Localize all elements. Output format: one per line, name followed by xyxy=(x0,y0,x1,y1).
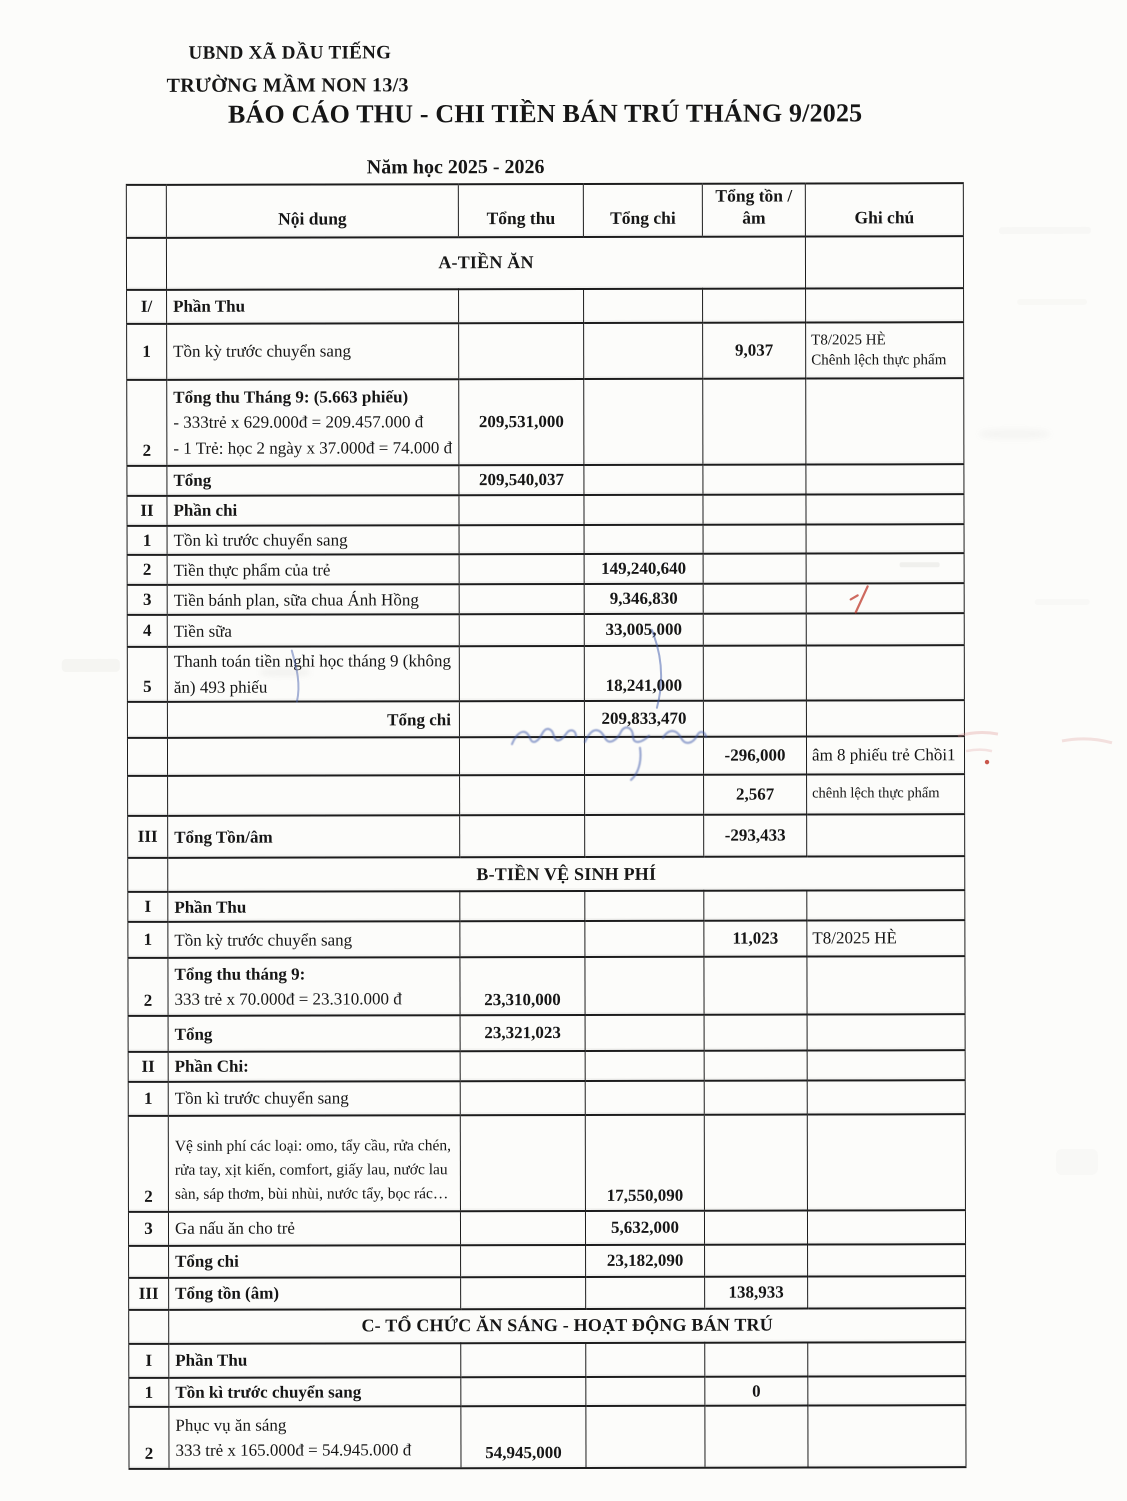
ton-cell xyxy=(703,524,806,554)
row-number: 2 xyxy=(144,1186,153,1206)
content-cell xyxy=(168,815,460,858)
content-cell xyxy=(167,554,459,585)
ton-cell xyxy=(703,614,806,646)
row-number-cell xyxy=(129,1407,169,1469)
thu-cell-value: 54,945,000 xyxy=(485,1443,562,1463)
report-table-wrapper xyxy=(126,182,967,1470)
ton-cell-value: 138,933 xyxy=(728,1282,784,1302)
thu-cell xyxy=(459,646,584,701)
thu-cell-value: 209,531,000 xyxy=(478,411,564,431)
note-line: T8/2025 HÈ xyxy=(812,928,897,948)
chi-cell xyxy=(584,646,703,701)
ton-cell-value: 9,037 xyxy=(735,340,774,360)
ton-cell xyxy=(703,322,806,378)
ton-cell xyxy=(705,1276,808,1308)
chi-cell xyxy=(584,524,703,554)
content-line: ăn) 493 phiếu xyxy=(173,677,268,697)
table-row xyxy=(127,524,964,555)
content-cell xyxy=(168,1051,460,1081)
content-line: Tổng thu tháng 9: xyxy=(174,964,306,984)
thu-cell xyxy=(459,701,584,737)
org-name-line2: TRƯỜNG MẦM NON 13/3 xyxy=(166,74,409,97)
row-number-cell xyxy=(128,922,168,958)
chi-cell xyxy=(586,1376,705,1406)
content-line: - 333trẻ x 629.000đ = 209.457.000 đ xyxy=(173,412,424,432)
row-number-cell xyxy=(127,615,167,647)
ton-cell xyxy=(705,1376,808,1406)
row-number-cell xyxy=(129,1344,169,1378)
row-number: 1 xyxy=(142,341,151,361)
school-year-subtitle: Năm học 2025 - 2026 xyxy=(366,156,545,179)
row-number: 2 xyxy=(142,560,152,580)
content-line: rửa tay, xịt kiến, comfort, giấy lau, nước lau xyxy=(174,1160,448,1179)
red-ink-specks xyxy=(958,732,1112,764)
note-cell xyxy=(806,645,964,700)
row-number: 2 xyxy=(142,440,152,460)
ton-cell xyxy=(704,775,807,815)
content-line: Vệ sinh phí các loại: omo, tẩy cầu, rửa chén, xyxy=(174,1136,451,1155)
section-title: B-TIỀN VỆ SINH PHÍ xyxy=(476,863,657,884)
ton-cell xyxy=(704,921,807,957)
thu-cell xyxy=(460,1051,585,1081)
chi-cell xyxy=(585,921,704,957)
row-number: 1 xyxy=(142,530,152,550)
content-line: sàn, sáp thơm, bùi nhùi, nước tẩy, bọc rác… xyxy=(174,1184,449,1203)
table-row xyxy=(128,1050,965,1081)
chi-cell-value: 17,550,090 xyxy=(606,1185,684,1205)
row-number-cell xyxy=(127,526,167,556)
thu-cell xyxy=(459,584,584,614)
chi-cell xyxy=(584,554,703,584)
table-row xyxy=(128,890,965,922)
col-header-tongton-am xyxy=(702,183,805,236)
chi-cell xyxy=(586,1406,705,1468)
table-row xyxy=(129,1342,966,1378)
table-row xyxy=(129,1276,966,1310)
thu-cell xyxy=(460,891,585,921)
col-header-ghichu: Ghi chú xyxy=(805,183,963,236)
content-cell xyxy=(167,584,459,615)
note-cell xyxy=(807,1114,965,1210)
content-cell xyxy=(167,465,459,496)
ton-cell xyxy=(704,891,807,921)
row-number: 1 xyxy=(144,1382,154,1402)
chi-cell xyxy=(585,891,704,921)
content-line: Tồn kì trước chuyển sang xyxy=(174,1088,349,1108)
row-number: II xyxy=(141,1056,155,1076)
note-line: Chênh lệch thực phẩm xyxy=(811,351,947,369)
ton-cell-value: 2,567 xyxy=(735,784,775,804)
ton-cell xyxy=(703,701,806,737)
chi-cell-value: 149,240,640 xyxy=(601,558,687,579)
col-header-tongton-line2: âm xyxy=(742,207,766,228)
ton-cell-value: 0 xyxy=(752,1381,761,1401)
content-cell xyxy=(169,1377,461,1407)
content-line: Tồn kì trước chuyển sang xyxy=(175,1382,362,1402)
col-header-tongton-line1: Tổng tồn / xyxy=(715,185,793,206)
row-number: 1 xyxy=(143,1088,153,1108)
chi-cell-value: 33,005,000 xyxy=(605,620,683,640)
chi-cell-value: 18,241,000 xyxy=(605,676,683,696)
content-cell xyxy=(168,775,460,816)
row-number-cell xyxy=(127,324,167,380)
note-cell xyxy=(807,890,965,920)
content-cell xyxy=(167,525,459,555)
note-line: âm 8 phiếu trẻ Chồi1 xyxy=(811,744,956,765)
content-cell xyxy=(168,1115,460,1212)
ton-cell-value: -293,433 xyxy=(724,825,786,845)
chi-cell xyxy=(586,1276,705,1308)
org-name-line1: UBND XÃ DẦU TIẾNG xyxy=(188,42,392,64)
content-line: Tổng chi xyxy=(175,1251,239,1271)
thu-cell xyxy=(460,1015,585,1051)
section-title-cell xyxy=(168,856,965,892)
chi-cell xyxy=(586,1342,705,1376)
content-line: - 1 Trẻ: học 2 ngày x 37.000đ = 74.000 đ xyxy=(173,437,453,458)
note-cell xyxy=(807,1210,965,1244)
note-cell xyxy=(806,378,964,464)
section-title-cell xyxy=(169,1308,966,1344)
content-cell xyxy=(168,1015,460,1052)
row-number-cell xyxy=(129,1378,169,1408)
note-cell xyxy=(806,464,964,494)
chi-cell xyxy=(584,378,703,464)
content-cell xyxy=(168,891,460,922)
row-number-cell xyxy=(127,466,167,496)
thu-cell-value: 209,540,037 xyxy=(478,469,564,489)
chi-cell xyxy=(586,1244,705,1276)
ton-cell xyxy=(704,1051,807,1081)
table-row xyxy=(128,1210,965,1246)
content-cell xyxy=(169,1277,461,1310)
scan-smudge xyxy=(260,669,310,677)
ton-cell xyxy=(703,646,806,701)
row-number-cell xyxy=(128,1052,168,1082)
content-line: Tồn kỳ trước chuyển sang xyxy=(173,341,351,361)
table-row xyxy=(127,378,964,466)
thu-cell xyxy=(459,465,584,495)
note-cell xyxy=(807,920,965,956)
ton-cell xyxy=(704,1210,807,1244)
note-line: T8/2025 HÈ xyxy=(811,331,886,348)
thu-cell xyxy=(461,1245,586,1277)
chi-cell xyxy=(584,494,703,524)
chi-cell xyxy=(585,1210,704,1244)
row-number: 3 xyxy=(142,590,152,610)
note-cell xyxy=(807,1050,965,1080)
content-line: Tổng xyxy=(174,1024,213,1044)
note-cell xyxy=(806,736,964,774)
content-cell xyxy=(167,701,459,738)
chi-cell xyxy=(584,584,703,614)
table-row xyxy=(128,1014,965,1052)
thu-cell xyxy=(460,815,585,857)
ton-cell xyxy=(703,584,806,614)
content-cell xyxy=(167,495,459,526)
ton-cell xyxy=(705,1342,808,1376)
ton-cell xyxy=(703,737,806,775)
note-cell xyxy=(807,774,965,814)
row-number-cell xyxy=(129,1278,169,1310)
section-title-cell xyxy=(166,236,805,289)
content-cell xyxy=(167,323,459,380)
note-cell xyxy=(808,1405,966,1467)
row-number: 3 xyxy=(144,1218,153,1238)
chi-cell xyxy=(584,614,703,646)
table-row xyxy=(128,774,965,816)
note-cell xyxy=(808,1342,966,1376)
ton-cell xyxy=(704,957,807,1015)
content-line: Tiền thực phẩm của trẻ xyxy=(173,559,331,580)
row-number: III xyxy=(137,827,158,847)
content-line: Tổng thu Tháng 9: (5.663 phiếu) xyxy=(173,386,409,407)
note-cell xyxy=(807,814,965,856)
table-row xyxy=(129,1244,966,1278)
note-line: chênh lệch thực phẩm xyxy=(812,785,940,802)
thu-cell xyxy=(460,921,585,957)
row-number-cell xyxy=(128,776,168,816)
report-title: BÁO CÁO THU - CHI TIỀN BÁN TRÚ THÁNG 9/2025 xyxy=(227,98,863,129)
row-number-cell xyxy=(129,1310,169,1344)
table-row xyxy=(127,288,964,324)
note-cell xyxy=(807,956,965,1014)
thu-cell xyxy=(460,1211,585,1245)
content-line: Phần Chi: xyxy=(174,1056,249,1077)
note-cell xyxy=(806,613,964,645)
table-row xyxy=(129,1405,966,1469)
content-line: 333 trẻ x 70.000đ = 23.310.000 đ xyxy=(174,989,402,1010)
chi-cell xyxy=(584,737,703,775)
thu-cell xyxy=(459,323,584,379)
table-row xyxy=(128,1080,965,1116)
section-band-row xyxy=(128,856,965,892)
row-number-cell xyxy=(126,238,166,290)
row-number-cell xyxy=(128,816,168,858)
note-cell xyxy=(808,1244,966,1276)
content-line: Phần Thu xyxy=(173,296,246,316)
row-number: I xyxy=(144,897,152,917)
content-line: Tổng tồn (âm) xyxy=(175,1283,280,1303)
row-number-cell xyxy=(127,647,167,702)
chi-cell xyxy=(584,701,703,737)
content-line: Tồn kỳ trước chuyển sang xyxy=(174,929,353,950)
chi-cell-value: 9,346,830 xyxy=(609,589,678,609)
chi-cell xyxy=(585,1015,704,1051)
thu-cell xyxy=(459,289,584,323)
table-row xyxy=(127,736,964,776)
row-number-cell xyxy=(127,496,167,526)
chi-cell xyxy=(585,775,704,815)
table-row xyxy=(128,920,965,958)
row-number-cell xyxy=(128,1116,168,1212)
table-row xyxy=(127,494,964,526)
thu-cell xyxy=(459,495,584,525)
content-cell xyxy=(169,1245,461,1278)
ton-cell-value: 11,023 xyxy=(732,928,779,948)
row-number: II xyxy=(140,500,154,520)
row-number: I/ xyxy=(140,296,153,316)
table-row xyxy=(129,1376,966,1407)
table-row xyxy=(127,553,964,585)
note-cell xyxy=(806,583,964,613)
ton-cell xyxy=(704,1080,807,1114)
note-cell xyxy=(808,1276,966,1308)
row-number-cell xyxy=(127,380,167,466)
thu-cell xyxy=(459,614,584,646)
section-band-row xyxy=(129,1308,966,1344)
content-line: Tiền bánh plan, sữa chua Ánh Hồng xyxy=(173,589,419,610)
thu-cell xyxy=(461,1343,586,1377)
col-header-tongchi: Tổng chi xyxy=(583,184,702,237)
ton-cell xyxy=(703,378,806,464)
content-line: Phần Thu xyxy=(175,1350,248,1370)
chi-cell xyxy=(585,1051,704,1081)
note-cell xyxy=(806,288,964,322)
chi-cell xyxy=(585,815,704,857)
ton-cell xyxy=(703,554,806,584)
row-number-cell xyxy=(128,958,168,1016)
note-cell xyxy=(806,700,964,736)
note-cell xyxy=(806,494,964,524)
thu-cell-value: 23,310,000 xyxy=(484,990,561,1010)
section-title: C- TỔ CHỨC ĂN SÁNG - HOẠT ĐỘNG BÁN TRÚ xyxy=(361,1314,773,1336)
chi-cell xyxy=(585,1114,704,1210)
chi-cell xyxy=(585,957,704,1015)
table-row xyxy=(127,583,964,615)
ton-cell xyxy=(703,494,806,524)
table-row xyxy=(128,1114,965,1212)
note-cell xyxy=(806,524,964,554)
row-number: 5 xyxy=(143,677,152,697)
row-number-cell xyxy=(128,892,168,922)
note-cell xyxy=(807,1080,965,1114)
table-row xyxy=(127,645,964,702)
chi-cell xyxy=(584,322,703,378)
content-cell xyxy=(167,379,459,466)
row-number-cell xyxy=(127,290,167,324)
table-header-row xyxy=(126,183,963,238)
row-number-cell xyxy=(127,585,167,615)
note-cell xyxy=(808,1376,966,1406)
row-number-cell xyxy=(128,1082,168,1116)
row-number: 1 xyxy=(143,930,153,950)
ton-cell xyxy=(703,288,806,322)
chi-cell-value: 5,632,000 xyxy=(610,1217,680,1237)
table-row xyxy=(127,613,964,647)
thu-cell xyxy=(461,1377,586,1407)
content-line: Thanh toán tiền nghỉ học tháng 9 (không xyxy=(173,651,451,672)
thu-cell xyxy=(459,737,584,775)
note-cell xyxy=(806,322,964,378)
thu-cell xyxy=(461,1277,586,1309)
content-cell xyxy=(167,737,459,776)
content-line: Phần chi xyxy=(173,500,238,520)
content-line: Tiền sữa xyxy=(173,621,232,641)
content-cell xyxy=(168,957,460,1016)
report-table-body xyxy=(126,236,966,1469)
col-header-tongthu: Tổng thu xyxy=(458,184,583,237)
row-number: 2 xyxy=(144,1444,154,1464)
report-table xyxy=(126,182,967,1470)
ton-cell xyxy=(704,1114,807,1210)
col-header-noidung: Nội dung xyxy=(166,184,458,237)
content-cell xyxy=(167,646,459,702)
table-row xyxy=(128,956,965,1016)
col-header-index xyxy=(126,185,166,238)
thu-cell xyxy=(459,554,584,584)
content-cell xyxy=(168,1211,460,1246)
row-number-cell xyxy=(128,1212,168,1246)
content-line: Tồn kì trước chuyển sang xyxy=(173,530,348,550)
content-cell xyxy=(167,614,459,647)
thu-cell xyxy=(460,1081,585,1115)
row-number: 4 xyxy=(142,621,152,641)
section-title: A-TIỀN ĂN xyxy=(438,252,534,273)
content-cell xyxy=(169,1343,461,1378)
note-cell xyxy=(805,236,963,288)
chi-cell xyxy=(584,288,703,322)
ton-cell xyxy=(704,1015,807,1051)
content-line: Phục vụ ăn sáng xyxy=(175,1415,287,1435)
thu-cell xyxy=(459,525,584,555)
thu-cell-value: 23,321,023 xyxy=(484,1023,561,1043)
row-number-cell xyxy=(127,702,167,738)
section-band-row xyxy=(126,236,963,290)
ton-cell xyxy=(703,464,806,494)
chi-cell xyxy=(585,1080,704,1114)
content-cell xyxy=(167,289,459,324)
thu-cell xyxy=(460,1115,585,1211)
content-cell xyxy=(168,1081,460,1116)
row-number-cell xyxy=(128,858,168,892)
table-row xyxy=(127,322,964,380)
row-number: I xyxy=(145,1350,153,1370)
content-line: Tổng xyxy=(173,470,212,490)
thu-cell xyxy=(460,957,585,1015)
chi-cell-value: 23,182,090 xyxy=(606,1250,684,1270)
row-number-cell xyxy=(128,1016,168,1052)
content-line: 333 trẻ x 165.000đ = 54.945.000 đ xyxy=(175,1440,412,1461)
content-cell xyxy=(168,921,460,958)
ton-cell xyxy=(704,815,807,857)
ton-cell-value: -296,000 xyxy=(724,745,786,765)
ton-cell xyxy=(705,1244,808,1276)
chi-cell xyxy=(584,464,703,494)
row-number: 2 xyxy=(143,991,153,1011)
ton-cell xyxy=(705,1406,808,1468)
scan-smudge xyxy=(979,429,1049,439)
table-row xyxy=(128,814,965,858)
chi-cell-value: 209,833,470 xyxy=(601,708,687,729)
thu-cell xyxy=(460,775,585,815)
table-row xyxy=(127,464,964,496)
content-cell xyxy=(169,1406,461,1469)
content-line: Ga nấu ăn cho trẻ xyxy=(174,1218,295,1238)
note-cell xyxy=(807,1014,965,1050)
row-number: III xyxy=(138,1283,159,1303)
row-number-cell xyxy=(129,1246,169,1278)
table-row xyxy=(127,700,964,738)
content-line: Tổng chi xyxy=(387,709,451,729)
row-number-cell xyxy=(127,555,167,585)
note-cell xyxy=(806,553,964,583)
content-line: Phần Thu xyxy=(174,897,247,917)
content-line: Tổng Tồn/âm xyxy=(174,827,273,847)
thu-cell xyxy=(461,1406,586,1468)
thu-cell xyxy=(459,379,584,465)
row-number-cell xyxy=(127,738,167,776)
